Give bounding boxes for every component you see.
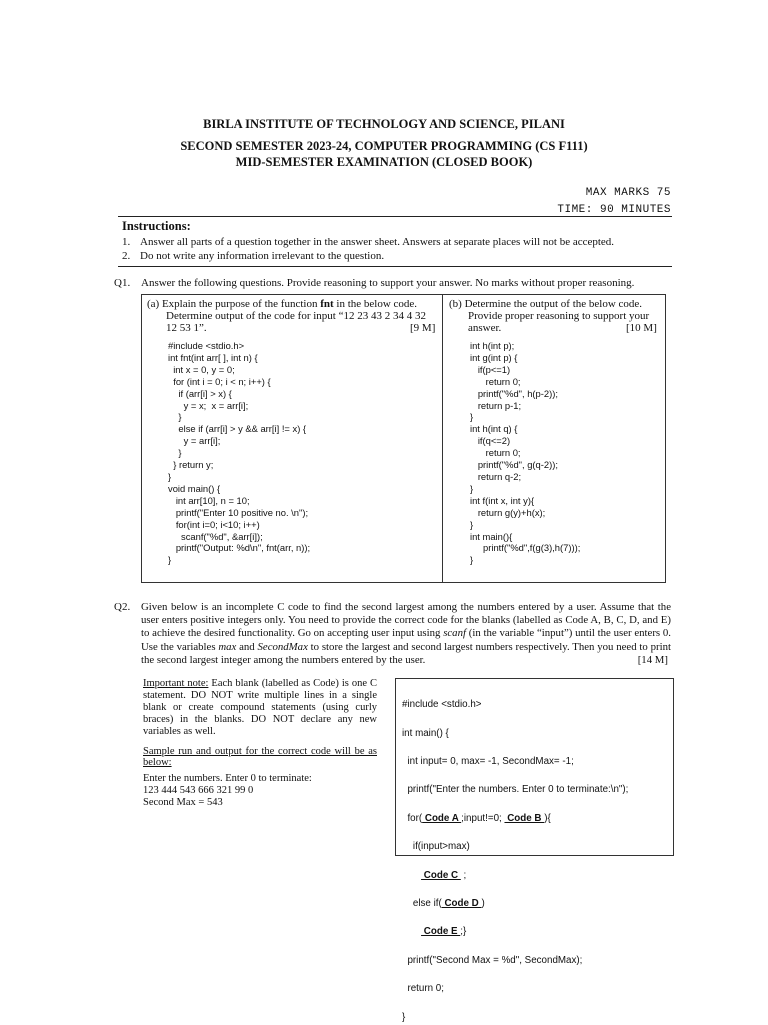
code-line	[402, 897, 628, 911]
q1-box	[141, 294, 666, 583]
code-line: scanf("%d", &arr[i]);	[168, 530, 263, 542]
code-line: int g(int p) {	[470, 351, 518, 363]
code-line: if(input>max)	[402, 841, 470, 853]
blank-code-d: Code D	[441, 898, 482, 910]
code-fragment	[402, 926, 421, 937]
code-line: if(p<=1)	[470, 363, 511, 375]
code-line: } return y;	[168, 459, 214, 471]
institute-name: BIRLA INSTITUTE OF TECHNOLOGY AND SCIENCE, PILANI	[203, 117, 565, 131]
instruction-number: 2.	[122, 250, 131, 262]
q1b-marks: [10 M]	[626, 322, 657, 334]
q1a-line-1: (a) Explain the purpose of the function fnt in the below code.	[147, 298, 418, 310]
code-line	[402, 869, 628, 883]
sample-line: 123 444 543 666 321 99 0	[143, 785, 254, 797]
code-line: printf("Enter 10 positive no. \n");	[168, 506, 309, 518]
code-line: printf("%d", h(p-2));	[470, 387, 558, 399]
exam-time: TIME: 90 MINUTES	[557, 204, 671, 216]
code-line: return q-2;	[470, 470, 522, 482]
instruction-text: Answer all parts of a question together in the answer sheet. Answers at separate places will not be accepted.	[140, 236, 615, 248]
code-line: for (int i = 0; i < n; i++) {	[168, 375, 271, 387]
blank-code-a: Code A	[422, 812, 462, 824]
code-line: int f(int x, int y){	[470, 494, 535, 506]
q1a-marks: [9 M]	[410, 322, 436, 334]
q2-marks: [14 M]	[637, 654, 668, 666]
sample-run-label: Sample run and output for the correct code will be as below:	[143, 745, 377, 769]
divider-instructions	[118, 266, 672, 267]
code-fragment: for(	[402, 812, 423, 824]
code-line: }	[470, 554, 474, 566]
important-note	[143, 678, 377, 809]
question-text: Given below is an incomplete C code to find the second largest among the numbers entered by a user. Assume that the user enters positive integers only. You need to provide the correct code for the blanks (labelled as Code A, B, C, D, and E) to achieve the desired functionality. Go on accepting user input using scanf (in the variable “input”) until the user enters 0. Use the variables max and SecondMax to store the largest and second largest numbers respectively. Then you need to print the second largest integer among the numbers entered by the user.	[141, 601, 671, 666]
q2-code-block	[402, 684, 628, 1025]
code-line: return g(y)+h(x);	[470, 506, 546, 518]
q1b-line-3: answer.	[468, 322, 502, 334]
code-line: }	[470, 518, 474, 530]
question-text: Answer the following questions. Provide reasoning to support your answer. No marks without proper reasoning.	[141, 277, 635, 289]
code-line: }	[168, 411, 182, 423]
code-fragment	[402, 870, 421, 881]
code-line: void main() {	[168, 482, 221, 494]
blank-code-b: Code B	[504, 812, 545, 824]
code-line: int main(){	[470, 530, 513, 542]
code-line: printf("%d",f(g(3),h(7)));	[470, 542, 581, 554]
code-fragment: ){	[544, 812, 551, 824]
q1b-line-2: Provide proper reasoning to support your	[468, 310, 650, 322]
q1a-code-block	[168, 340, 310, 566]
code-line: int arr[10], n = 10;	[168, 494, 250, 506]
note-text: Each blank (labelled as Code) is one C statement. DO NOT write multiple lines in a single blank or create compound statements (using curly braces) in the blanks. DO NOT declare any new variables as well.	[143, 678, 377, 737]
code-line: int x = 0, y = 0;	[168, 363, 235, 375]
blank-code-e: Code E	[421, 926, 461, 938]
code-line: return 0;	[470, 447, 521, 459]
q1-column-divider	[442, 295, 443, 582]
code-line: int main() {	[402, 727, 449, 739]
code-line: }	[402, 1011, 406, 1023]
sample-line: Second Max = 543	[143, 797, 223, 809]
code-fragment: else if(	[402, 898, 442, 910]
code-line: int h(int q) {	[470, 423, 518, 435]
code-line: y = arr[i];	[168, 435, 221, 447]
q1b-line-1: (b) Determine the output of the below code.	[449, 298, 643, 310]
code-fragment: ;}	[460, 926, 467, 938]
code-line: printf("Output: %d\n", fnt(arr, n));	[168, 542, 311, 554]
code-line: for(int i=0; i<10; i++)	[168, 518, 260, 530]
q1b-code-block	[470, 340, 580, 566]
code-line: }	[168, 554, 172, 566]
question-number: Q2.	[114, 601, 131, 613]
code-line: }	[168, 447, 182, 459]
code-line: else if (arr[i] > y && arr[i] != x) {	[168, 423, 307, 435]
code-line: return p-1;	[470, 399, 522, 411]
code-line: #include <stdio.h>	[402, 699, 482, 711]
divider-top	[118, 216, 672, 217]
code-line: printf("%d", g(q-2));	[470, 459, 558, 471]
instructions-title: Instructions:	[122, 219, 191, 233]
code-line: return 0;	[402, 983, 444, 995]
exam-title: MID-SEMESTER EXAMINATION (CLOSED BOOK)	[235, 155, 533, 169]
code-line	[402, 812, 628, 826]
instruction-item	[122, 250, 384, 262]
code-line: y = x; x = arr[i];	[168, 399, 249, 411]
code-line: }	[470, 411, 474, 423]
q1a-line-2: Determine output of the code for input “12 23 43 2 34 4 32	[166, 310, 426, 322]
q2-code-box	[395, 678, 674, 1023]
code-line: int input= 0, max= -1, SecondMax= -1;	[402, 756, 574, 768]
q1a-line-3: 12 53 1”.	[166, 322, 207, 334]
semester-title: SECOND SEMESTER 2023-24, COMPUTER PROGRAMMING (CS F111)	[180, 139, 588, 153]
code-fragment: ;input!=0;	[461, 812, 505, 824]
code-line: }	[470, 482, 474, 494]
code-line: if (arr[i] > x) {	[168, 387, 232, 399]
code-line: int h(int p);	[470, 340, 515, 351]
code-line: return 0;	[470, 375, 521, 387]
code-line: printf("Second Max = %d", SecondMax);	[402, 954, 583, 966]
instruction-item	[122, 236, 614, 248]
sample-line: Enter the numbers. Enter 0 to terminate:	[143, 773, 312, 785]
code-line: printf("Enter the numbers. Enter 0 to terminate:\n");	[402, 784, 629, 796]
code-line: int fnt(int arr[ ], int n) {	[168, 351, 258, 363]
question-number: Q1.	[114, 277, 131, 289]
instruction-text: Do not write any information irrelevant to the question.	[140, 250, 385, 262]
code-fragment: )	[481, 898, 485, 910]
code-line: #include <stdio.h>	[168, 340, 245, 351]
code-line: }	[168, 470, 172, 482]
note-label: Important note:	[143, 678, 209, 689]
max-marks: MAX MARKS 75	[585, 187, 671, 199]
code-fragment: ;	[460, 869, 467, 881]
instruction-number: 1.	[122, 236, 131, 248]
code-line: if(q<=2)	[470, 435, 511, 447]
code-line	[402, 925, 628, 939]
blank-code-c: Code C	[421, 869, 461, 881]
